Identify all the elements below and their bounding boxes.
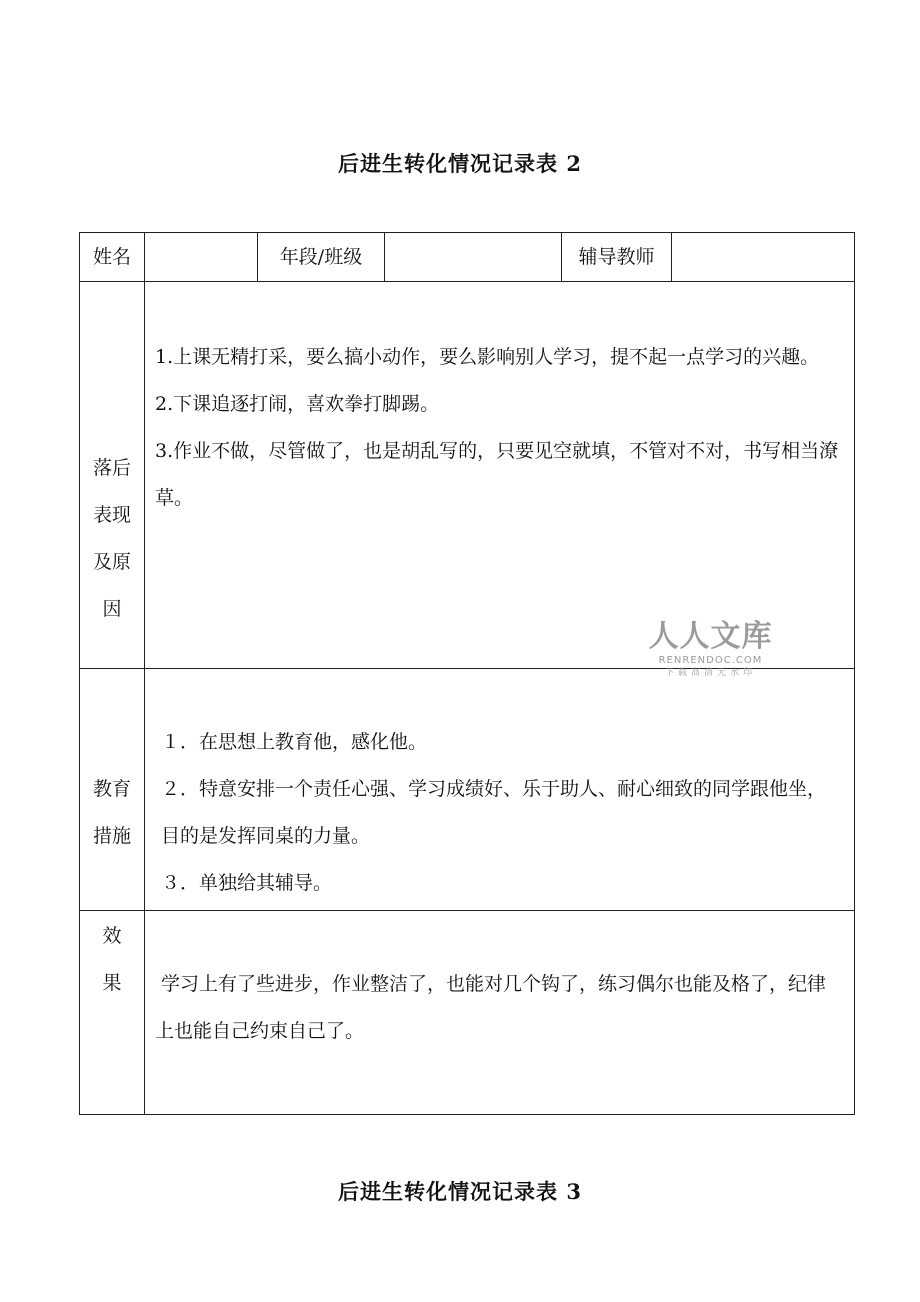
performance-label-line: 表现: [92, 504, 131, 526]
header-row: [80, 233, 855, 282]
form3-title: 后进生转化情况记录表 3: [338, 1179, 582, 1204]
measures-label-line: 教育: [92, 778, 131, 800]
measures-content: [145, 669, 855, 911]
grade-class-label: 年段/班级: [258, 233, 385, 282]
measure-item-3: ３．单独给其辅导。: [161, 872, 333, 894]
watermark-note: 下载高清无水印: [664, 668, 756, 678]
name-label: 姓名: [80, 233, 145, 282]
effect-row: [80, 911, 855, 1115]
performance-item-3: 3.作业不做，尽管做了，也是胡乱写的，只要见空就填，不管对不对，书写相当潦草。: [155, 440, 839, 509]
effect-text: 学习上有了些进步，作业整洁了，也能对几个钩了，练习偶尔也能及格了，纪律上也能自己约束自己了。: [155, 973, 827, 1042]
watermark-main: 人人文库: [648, 619, 773, 654]
grade-class-value[interactable]: [385, 233, 562, 282]
performance-label-line: 落后: [92, 457, 131, 479]
effect-label-line: 果: [102, 972, 122, 994]
name-value[interactable]: [145, 233, 258, 282]
tutor-teacher-label: 辅导教师: [562, 233, 672, 282]
measures-row: [80, 669, 855, 911]
measures-label-line: 措施: [92, 825, 131, 847]
effect-label-line: 效: [102, 925, 122, 947]
record-table: [79, 232, 855, 1115]
performance-item-1: 1.上课无精打采，要么搞小动作，要么影响别人学习，提不起一点学习的兴趣。: [155, 346, 820, 368]
measures-label: [80, 669, 145, 911]
performance-label-line: 因: [102, 598, 122, 620]
performance-label-line: 及原: [92, 551, 131, 573]
performance-label: [80, 282, 145, 669]
measure-item-2: ２．特意安排一个责任心强、学习成绩好、乐于助人、耐心细致的同学跟他坐，目的是发挥同桌的力量。: [161, 778, 827, 847]
form2-title: 后进生转化情况记录表 2: [338, 151, 582, 176]
performance-item-2: 2.下课追逐打闹，喜欢拳打脚踢。: [155, 393, 440, 415]
tutor-teacher-value[interactable]: [672, 233, 855, 282]
performance-row: [80, 282, 855, 669]
watermark-sub: RENRENDOC.COM: [658, 655, 763, 666]
effect-content: [145, 911, 855, 1115]
performance-content: [145, 282, 855, 669]
measure-item-1: １．在思想上教育他，感化他。: [161, 731, 428, 753]
effect-label: [80, 911, 145, 1115]
